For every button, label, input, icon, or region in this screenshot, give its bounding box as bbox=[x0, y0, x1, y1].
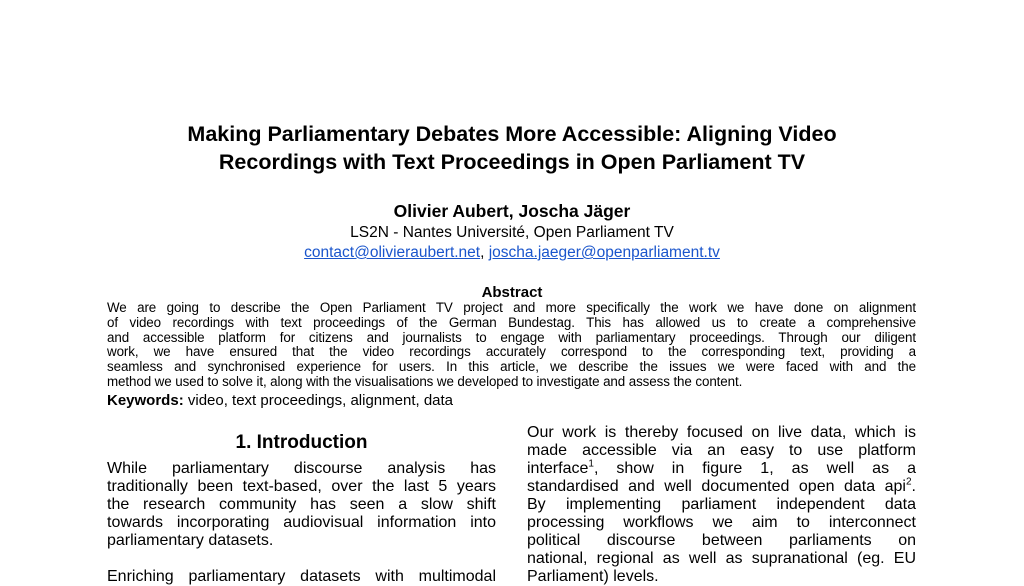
paragraph-line: While parliamentary discourse analysis has bbox=[107, 460, 496, 477]
line-text: standardised and well documented open data api bbox=[527, 478, 906, 495]
line-text: interface bbox=[527, 460, 589, 477]
abstract-line: We are going to describe the Open Parliament TV project and more specifically the work we have done on alignment bbox=[107, 301, 916, 315]
keywords bbox=[107, 391, 916, 411]
email-link-aubert[interactable]: contact@olivieraubert.net bbox=[304, 244, 481, 261]
email-link-jaeger[interactable]: joscha.jaeger@openparliament.tv bbox=[488, 244, 720, 261]
abstract-line: work, we have ensured that the video recordings accurately correspond to the corresponding text, providing a bbox=[107, 345, 916, 360]
section-heading-introduction: 1. Introduction bbox=[235, 432, 368, 453]
paragraph-line bbox=[527, 478, 916, 496]
footnote-marker-1[interactable]: 1 bbox=[588, 458, 594, 470]
abstract-line: seamless and synchronised experience for users. In this article, we describe the issues we were faced with and the bbox=[107, 360, 916, 375]
affiliation: LS2N - Nantes Université, Open Parliament TV bbox=[350, 224, 674, 241]
paragraph-line: towards incorporating audiovisual information into bbox=[107, 514, 496, 531]
paper-title bbox=[0, 120, 1024, 176]
keywords-label: Keywords: bbox=[107, 392, 184, 409]
paragraph-line: made accessible via an easy to use platform bbox=[527, 442, 916, 459]
abstract-line: of video recordings with text proceedings of the German Bundestag. This has allowed us to create a comprehensive bbox=[107, 315, 916, 330]
line-text: . bbox=[911, 478, 916, 495]
email-separator: , bbox=[480, 244, 489, 261]
authors: Olivier Aubert, Joscha Jäger bbox=[393, 201, 631, 221]
paragraph-line: processing workflows we aim to interconnect bbox=[527, 514, 916, 531]
footnote-marker-2[interactable]: 2 bbox=[905, 476, 912, 488]
intro-paragraph-2 bbox=[107, 568, 496, 586]
paragraph-line bbox=[527, 460, 916, 478]
author-emails bbox=[0, 243, 1024, 263]
paragraph-line: Our work is thereby focused on live data, which is bbox=[527, 424, 916, 441]
title-line-2: Recordings with Text Proceedings in Open Parliament TV bbox=[218, 150, 806, 174]
intro-paragraph-1 bbox=[107, 460, 496, 550]
paragraph-line: traditionally been text-based, over the last 5 years bbox=[107, 478, 496, 495]
abstract-body bbox=[107, 301, 916, 390]
paragraph-line: national, regional as well as supranational (eg. EU bbox=[527, 550, 916, 567]
left-column bbox=[107, 430, 496, 586]
keywords-text: video, text proceedings, alignment, data bbox=[183, 392, 454, 409]
paragraph-line: Parliament) levels. bbox=[527, 568, 659, 585]
line-text: , show in figure 1, as well as a bbox=[593, 460, 916, 477]
paragraph-line: the research community has seen a slow shift bbox=[107, 496, 496, 513]
paragraph-line: political discourse between parliaments on bbox=[527, 532, 916, 549]
abstract-heading: Abstract bbox=[481, 284, 543, 301]
abstract-line: method we used to solve it, along with the visualisations we developed to investigate and assess the content. bbox=[107, 374, 743, 389]
right-column bbox=[527, 424, 916, 586]
paragraph-line: By implementing parliament independent data bbox=[527, 496, 916, 513]
abstract-line: and accessible platform for citizens and journalists to engage with parliamentary proceedings. Through our diligent bbox=[107, 330, 916, 345]
right-paragraph bbox=[527, 424, 916, 586]
paragraph-line: Enriching parliamentary datasets with multimodal bbox=[107, 568, 496, 585]
paragraph-line: parliamentary datasets. bbox=[107, 532, 274, 549]
title-line-1: Making Parliamentary Debates More Accessible: Aligning Video bbox=[187, 122, 837, 146]
